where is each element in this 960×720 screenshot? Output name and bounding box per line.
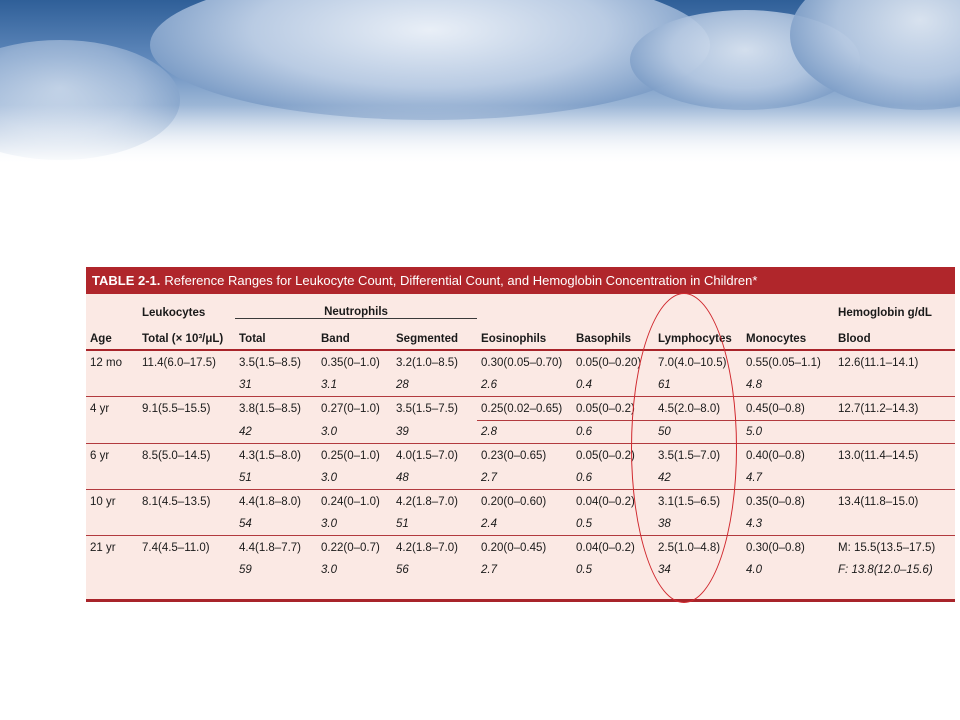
cell-hemoglobin: 13.4(11.8–15.0): [838, 495, 919, 508]
cell-total: 4.3(1.5–8.0): [239, 449, 302, 462]
header-leukocytes-line1: Leukocytes: [142, 306, 206, 319]
cell-hemoglobin-2: [834, 421, 955, 444]
header-band: Band: [321, 333, 350, 345]
reference-range-table: [86, 267, 955, 602]
cell-total: 4.4(1.8–8.0): [239, 495, 302, 508]
cell-empty: [138, 467, 235, 490]
cell-basophils-pct: 0.6: [572, 421, 654, 444]
cell-monocytes: 0.30(0–0.8): [746, 541, 805, 554]
cell-monocytes: 0.35(0–0.8): [746, 495, 805, 508]
cell-empty: [138, 513, 235, 536]
cell-basophils: 0.04(0–0.2): [576, 495, 635, 508]
cell-age: 6 yr: [90, 449, 110, 462]
cell-lymphocytes: 4.5(2.0–8.0): [654, 397, 742, 421]
cell-segmented-pct: 51: [392, 513, 477, 536]
cell-total-pct: 51: [235, 467, 317, 490]
cell-basophils: 0.04(0–0.2): [576, 541, 635, 554]
header-hemoglobin-line1: Hemoglobin g/dL: [838, 306, 932, 319]
cell-segmented: 4.2(1.8–7.0): [396, 541, 459, 554]
table-row: [86, 444, 955, 468]
cell-lymphocytes-pct: 38: [654, 513, 742, 536]
cell-empty: [86, 559, 138, 581]
header-spacer: [572, 294, 654, 319]
table-row: [86, 397, 955, 421]
cell-band-pct: 3.0: [317, 467, 392, 490]
cell-band-pct: 3.0: [317, 513, 392, 536]
cell-segmented: 3.2(1.0–8.5): [396, 356, 459, 369]
cell-monocytes: 0.55(0.05–1.1): [746, 356, 821, 369]
cell-segmented: 4.2(1.8–7.0): [396, 495, 459, 508]
table-row-percent: [86, 559, 955, 581]
header-total: Total: [239, 333, 266, 345]
cell-empty: [138, 374, 235, 397]
cell-empty: [86, 467, 138, 490]
cell-segmented-pct: 48: [392, 467, 477, 490]
cell-total-pct: 59: [239, 564, 252, 576]
cell-band-pct: 3.1: [317, 374, 392, 397]
cell-eosinophils-pct: 2.8: [477, 421, 572, 444]
cell-segmented-pct: 28: [392, 374, 477, 397]
cell-lymphocytes-pct: 50: [654, 421, 742, 444]
cell-eosinophils: 0.20(0–0.60): [481, 495, 547, 508]
cell-lymphocytes-pct: 34: [658, 564, 671, 576]
cell-age: 4 yr: [90, 402, 110, 415]
cell-total: 4.4(1.8–7.7): [239, 541, 302, 554]
cell-basophils-pct: 0.4: [572, 374, 654, 397]
cell-monocytes: 0.45(0–0.8): [742, 397, 834, 421]
cell-hemoglobin: M: 15.5(13.5–17.5): [838, 541, 936, 554]
cell-total: 3.5(1.5–8.5): [239, 356, 302, 369]
cell-monocytes-pct: 4.7: [742, 467, 834, 490]
cell-eosinophils-pct: 2.7: [481, 564, 498, 576]
header-hemoglobin-line2: Blood: [838, 333, 871, 345]
banner-fade: [0, 105, 960, 165]
header-spacer: [654, 294, 742, 319]
cell-empty: [138, 421, 235, 444]
table-row-percent: [86, 513, 955, 536]
table-number: TABLE 2-1.: [92, 273, 161, 288]
cell-total-pct: 54: [235, 513, 317, 536]
cell-leukocytes: 7.4(4.5–11.0): [142, 541, 210, 554]
header-segmented: Segmented: [396, 333, 458, 345]
cell-monocytes-pct: 4.3: [742, 513, 834, 536]
cell-basophils: 0.05(0–0.2): [576, 449, 635, 462]
cell-monocytes-pct: 5.0: [742, 421, 834, 444]
cell-monocytes-pct: 4.0: [746, 564, 763, 576]
cell-leukocytes: 11.4(6.0–17.5): [142, 356, 216, 369]
table-row-percent: [86, 467, 955, 490]
table-row: [86, 536, 955, 560]
table-row-percent: [86, 374, 955, 397]
header-age-spacer: [86, 294, 138, 319]
cell-age: 12 mo: [90, 356, 122, 369]
cell-segmented-pct: 56: [396, 564, 409, 576]
cell-band-pct: 3.0: [317, 421, 392, 444]
header-monocytes: Monocytes: [746, 333, 807, 345]
cell-total-pct: 42: [235, 421, 317, 444]
cell-band: 0.35(0–1.0): [321, 356, 380, 369]
cell-segmented-pct: 39: [392, 421, 477, 444]
cell-lymphocytes: 7.0(4.0–10.5): [658, 356, 727, 369]
cell-leukocytes: 9.1(5.5–15.5): [142, 402, 211, 415]
cell-eosinophils-pct: 2.4: [477, 513, 572, 536]
cell-hemoglobin: 12.6(11.1–14.1): [838, 356, 919, 369]
cell-hemoglobin-2: [834, 467, 955, 490]
cell-total: 3.8(1.5–8.5): [239, 402, 302, 415]
cell-monocytes: 0.40(0–0.8): [746, 449, 805, 462]
cell-band: 0.24(0–1.0): [321, 495, 380, 508]
cell-basophils-pct: 0.5: [572, 513, 654, 536]
cell-lymphocytes-pct: 42: [654, 467, 742, 490]
cell-monocytes-pct: 4.8: [742, 374, 834, 397]
cell-basophils-pct: 0.6: [572, 467, 654, 490]
banner-decoration: [150, 0, 710, 120]
cell-lymphocytes: 3.5(1.5–7.0): [658, 449, 721, 462]
header-leukocytes-line2: Total (× 10³/μL): [142, 333, 224, 345]
header-spacer: [742, 294, 834, 319]
cell-eosinophils-pct: 2.6: [477, 374, 572, 397]
table-row-percent: [86, 421, 955, 444]
cell-band-pct: 3.0: [321, 564, 337, 576]
cell-segmented: 3.5(1.5–7.5): [396, 402, 459, 415]
cell-hemoglobin: 12.7(11.2–14.3): [834, 397, 955, 421]
cell-basophils: 0.05(0–0.20): [576, 356, 642, 369]
cell-hemoglobin-2: F: 13.8(12.0–15.6): [838, 564, 933, 576]
cell-lymphocytes: 3.1(1.5–6.5): [658, 495, 721, 508]
header-eosinophils: Eosinophils: [481, 333, 547, 345]
cell-basophils: 0.05(0–0.2): [572, 397, 654, 421]
cell-lymphocytes-pct: 61: [654, 374, 742, 397]
cell-eosinophils: 0.23(0–0.65): [481, 449, 547, 462]
cell-age: 21 yr: [90, 541, 116, 554]
cell-eosinophils: 0.20(0–0.45): [481, 541, 547, 554]
header-neutrophils: Neutrophils: [235, 294, 477, 319]
cell-hemoglobin: 13.0(11.4–14.5): [838, 449, 919, 462]
table-row: [86, 490, 955, 514]
cell-total-pct: 31: [235, 374, 317, 397]
cell-eosinophils: 0.25(0.02–0.65): [477, 397, 572, 421]
header-spacer: [477, 294, 572, 319]
table-title: Reference Ranges for Leukocyte Count, Differential Count, and Hemoglobin Concentration in Children*: [164, 273, 758, 288]
cell-hemoglobin-2: [834, 374, 955, 397]
header-lymphocytes: Lymphocytes: [658, 333, 732, 345]
cell-band: 0.25(0–1.0): [321, 449, 380, 462]
cell-eosinophils: 0.30(0.05–0.70): [481, 356, 563, 369]
cell-empty: [86, 421, 138, 444]
cell-band: 0.22(0–0.7): [321, 541, 380, 554]
cell-lymphocytes: 2.5(1.0–4.8): [658, 541, 721, 554]
header-banner: [0, 0, 960, 165]
cell-empty: [138, 559, 235, 581]
header-basophils: Basophils: [576, 333, 631, 345]
cell-eosinophils-pct: 2.7: [477, 467, 572, 490]
cell-basophils-pct: 0.5: [576, 564, 593, 576]
cell-leukocytes: 8.1(4.5–13.5): [142, 495, 211, 508]
cell-hemoglobin-2: [834, 513, 955, 536]
cell-leukocytes: 8.5(5.0–14.5): [142, 449, 211, 462]
cell-empty: [86, 513, 138, 536]
table-row: [86, 350, 955, 374]
cell-age: 10 yr: [90, 495, 116, 508]
cell-band: 0.27(0–1.0): [321, 402, 380, 415]
header-age: Age: [90, 333, 112, 345]
cell-empty: [86, 374, 138, 397]
data-table: [86, 294, 955, 581]
cell-segmented: 4.0(1.5–7.0): [396, 449, 459, 462]
table-caption: [86, 267, 955, 294]
